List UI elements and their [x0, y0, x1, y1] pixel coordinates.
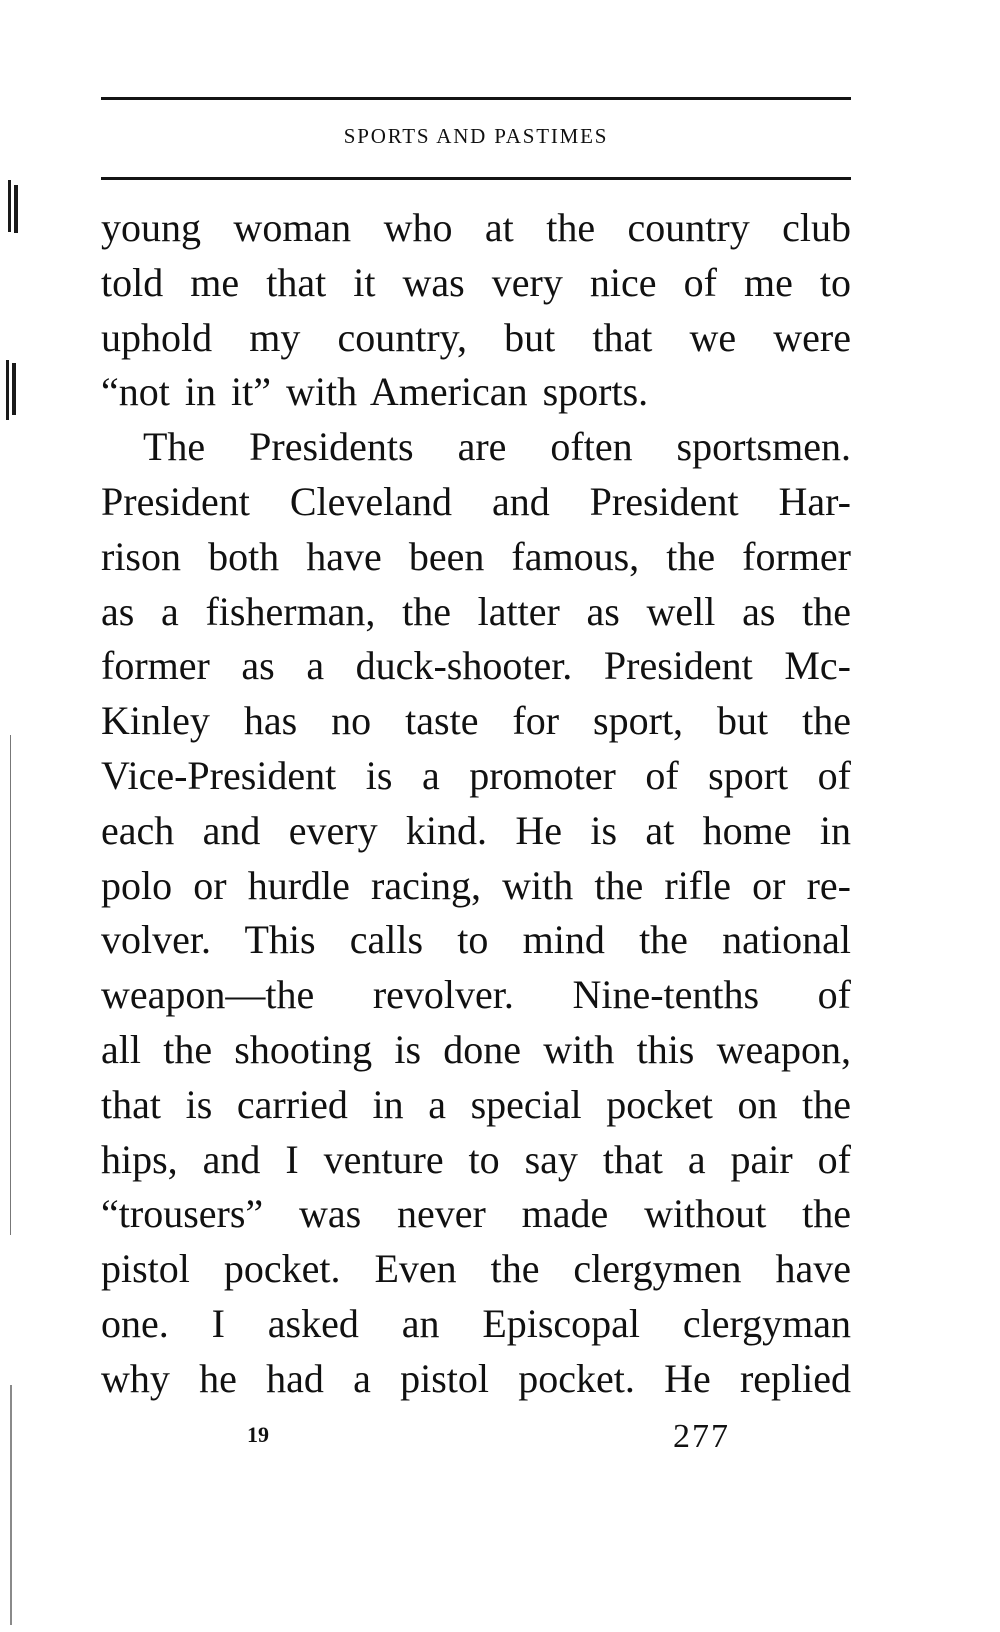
text-line: as a fisherman, the latter as well as the	[101, 588, 851, 634]
text-line: Kinley has no taste for sport, but the	[101, 698, 851, 744]
header-rule-bottom	[101, 177, 851, 180]
text-line: polo or hurdle racing, with the rifle or re-	[101, 862, 851, 908]
text-line: rison both have been famous, the former	[101, 533, 851, 579]
body-text	[101, 201, 851, 1407]
text-line: “trousers” was never made without the	[101, 1191, 851, 1237]
text-line: told me that it was very nice of me to	[101, 259, 851, 305]
text-line: “not in it” with American sports.	[101, 369, 649, 415]
text-line: The Presidents are often sportsmen.	[143, 424, 851, 470]
scan-artifact-mark	[14, 185, 18, 233]
text-line: that is carried in a special pocket on the	[101, 1081, 851, 1127]
text-line: President Cleveland and President Har-	[101, 478, 851, 524]
signature-mark: 19	[247, 1422, 269, 1447]
text-line: one. I asked an Episcopal clergyman	[101, 1300, 851, 1346]
text-line: all the shooting is done with this weapon,	[101, 1026, 851, 1072]
scan-artifact-mark	[12, 363, 16, 415]
scan-artifact-mark	[10, 735, 11, 1235]
page-footer	[101, 1418, 851, 1468]
text-line: volver. This calls to mind the national	[101, 917, 851, 963]
text-line: each and every kind. He is at home in	[101, 807, 851, 853]
text-line: uphold my country, but that we were	[101, 314, 851, 360]
text-line: former as a duck-shooter. President Mc-	[101, 643, 851, 689]
scan-artifact-mark	[8, 180, 11, 232]
text-line: young woman who at the country club	[101, 205, 851, 250]
running-head: SPORTS AND PASTIMES	[343, 124, 609, 148]
text-line: weapon—the revolver. Nine-tenths of	[101, 972, 851, 1018]
text-line: why he had a pistol pocket. He replied	[101, 1355, 851, 1401]
page-number: 277	[673, 1418, 730, 1455]
scan-artifact-mark	[10, 1385, 12, 1625]
text-line: pistol pocket. Even the clergymen have	[101, 1246, 851, 1292]
text-line: hips, and I venture to say that a pair of	[101, 1136, 851, 1182]
header-rule-top	[101, 97, 851, 100]
scan-artifact-mark	[6, 360, 9, 420]
text-line: Vice-President is a promoter of sport of	[101, 752, 851, 798]
